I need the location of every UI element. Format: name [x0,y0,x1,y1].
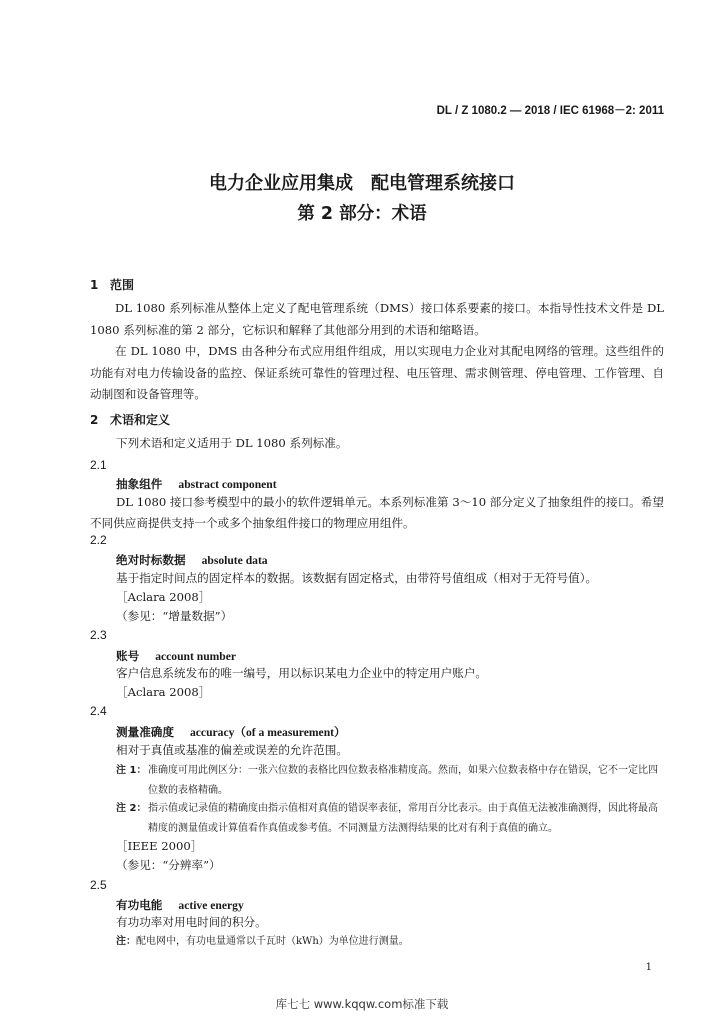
document-subtitle: 第 2 部分：术语 [297,204,427,224]
term-en: account number [155,650,237,663]
note-text: 配电网中，有功电量通常以千瓦时（kWh）为单位进行测量。 [136,936,409,947]
term-note [116,932,666,952]
section-number: 1 [90,278,99,292]
term-en: active energy [178,899,244,912]
term-number: 2.2 [90,533,107,547]
section-heading [90,411,170,428]
term-source: ［Aclara 2008］ [116,590,211,604]
term-en: abstract component [178,478,277,491]
section-number: 2 [90,413,99,427]
term-number: 2.1 [90,458,107,472]
note-label: 注 2： [116,803,147,814]
term-definition [90,492,664,534]
note-label: 注： [116,936,136,947]
term-source: ［Aclara 2008］ [116,685,211,699]
term-en: accuracy（of a measurement） [189,726,346,739]
term-zh: 绝对时标数据 [116,553,186,567]
term-see-also: （参见：“分辨率”） [116,858,221,872]
note-text: 准确度可用此例区分：一张六位数的表格比四位数表格准精度高。然而，如果六位数表格中存在错误，它不一定比四位数的表格精确。 [148,765,658,796]
paragraph: 在 DL 1080 中，DMS 由各种分布式应用组件组成，用以实现电力企业对其配电网络的管理。这些组件的功能有对电力传输设备的监控、保证系统可靠性的管理过程、电压管理、需求侧管理、停电管理、工作管理、自动制图和设备管理等。 [90,344,664,401]
term-source: ［IEEE 2000］ [116,839,203,853]
scope-text [90,298,664,406]
section-title: 术语和定义 [110,413,171,427]
term-en: absolute data [201,554,268,567]
term-number: 2.5 [90,878,107,892]
term-zh: 抽象组件 [116,477,163,491]
section-intro: 下列术语和定义适用于 DL 1080 系列标准。 [116,436,348,450]
term-heading [116,897,244,913]
term-zh: 账号 [116,649,140,663]
term-zh: 测量准确度 [116,725,174,739]
term-number: 2.3 [90,628,107,642]
term-see-also: （参见：“增量数据”） [116,609,233,623]
term-number: 2.4 [90,704,107,718]
term-definition: 客户信息系统发布的唯一编号，用以标识某电力企业中的特定用户账户。 [116,666,488,680]
note-text: 指示值或记录值的精确度由指示值相对真值的错误率表征，常用百分比表示。由于真值无法被准确测得，因此将最高精度的测量值或计算值看作真值或参考值。不同测量方法测得结果的比对有利于真值的确立。 [148,803,658,834]
term-definition: 有功功率对用电时间的积分。 [116,915,267,929]
term-definition: 基于指定时间点的固定样本的数据。该数据有固定格式，由带符号值组成（相对于无符号值）。 [116,571,598,585]
term-heading [116,724,346,740]
term-heading [116,552,268,568]
paragraph: DL 1080 系列标准从整体上定义了配电管理系统（DMS）接口体系要素的接口。本指导性技术文件是 DL 1080 系列标准的第 2 部分，它标识和解释了其他部分用到的术语和缩略语。 [90,301,664,337]
document-title: 电力企业应用集成 配电管理系统接口 [209,173,515,194]
page-number: 1 [645,962,652,973]
document-header: DL / Z 1080.2 — 2018 / IEC 61968－2: 2011 [436,105,664,117]
section-title: 范围 [110,278,135,292]
term-note [116,799,666,839]
note-label: 注 1： [116,765,147,776]
footer-watermark: 库七七 www.kqqw.com标准下载 [275,997,449,1011]
term-heading [116,648,236,664]
term-zh: 有功电能 [116,898,163,912]
term-heading [116,476,277,492]
definition-text: DL 1080 接口参考模型中的最小的软件逻辑单元。本系列标准第 3～10 部分定义了抽象组件的接口。希望不同供应商提供支持一个或多个抽象组件接口的物理应用组件。 [90,495,664,530]
term-note [116,761,666,801]
term-definition: 相对于真值或基准的偏差或误差的允许范围。 [116,743,348,757]
section-heading [90,276,134,293]
